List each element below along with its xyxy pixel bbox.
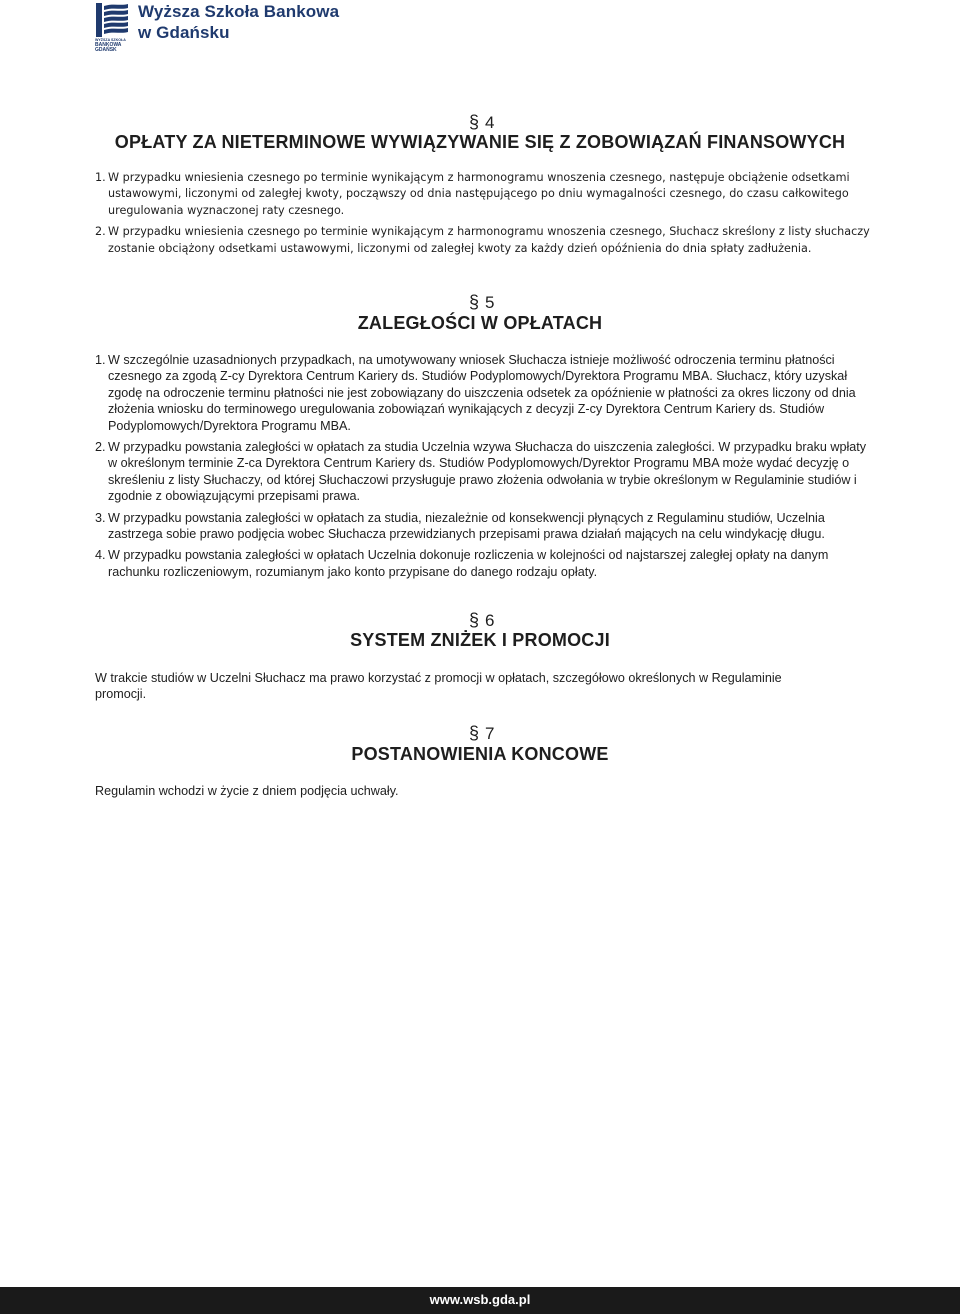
list-item	[95, 510, 870, 543]
section-4-number	[469, 112, 494, 133]
list-item-text: W szczególnie uzasadnionych przypadkach, na umotywowany wniosek Słuchacza istnieje możliwość odroczenia terminu płatności czesnego za zgodą Z-cy Dyrektora Centrum Kariery ds. Studiów Podyplomowych/Dyrektora Programu MBA. Słuchacz, który uzyskał zgodę na odroczenie terminu płatności nie jest zobowiązany do uiszczenia odsetek za opóźnienie w płatności za okres liczony od dnia złożenia wniosku do terminowego uregulowania zobowiązań wynikających z decyzji Z-cy Dyrektora Centrum Kariery ds. Studiów Podyplomowych/Dyrektora Programu MBA.	[108, 353, 856, 433]
page-footer	[0, 1287, 960, 1314]
list-item-text: W przypadku powstania zaległości w opłatach Uczelnia dokonuje rozliczenia w kolejności od najstarszej zaległej opłaty na danym rachunku rozliczeniowym, rozumianym jako konto przypisane do danego rodzaju opłaty.	[108, 548, 829, 579]
section-6-number	[469, 610, 494, 631]
section-4-body	[95, 170, 870, 262]
section-6-title: SYSTEM ZNIŻEK I PROMOCJI	[350, 630, 610, 650]
list-item-text: W przypadku powstania zaległości w opłatach za studia, niezależnie od konsekwencji płynących z Regulaminu studiów, Uczelnia zastrzega sobie prawo podjęcia wobec Słuchacza przewidzianych przepisami prawa działań mających na celu windykację długu.	[108, 510, 825, 542]
section-7-body: Regulamin wchodzi w życie z dniem podjęcia uchwały.	[95, 784, 399, 798]
section-4-title: OPŁATY ZA NIETERMINOWE WYWIĄZYWANIE SIĘ Z ZOBOWIĄZAŃ FINANSOWYCH	[114, 132, 846, 152]
list-item-number: 4.	[95, 548, 106, 563]
section-5-number	[469, 292, 494, 313]
institution-logo	[95, 2, 355, 54]
section-number-value: 7	[485, 724, 495, 743]
logo-mark-line2: BANKOWA	[95, 42, 122, 48]
section-symbol: §	[469, 292, 480, 312]
section-5-title: ZALEGŁOŚCI W OPŁATACH	[357, 313, 603, 333]
list-item	[95, 352, 870, 434]
list-item-text: W przypadku wniesienia czesnego po terminie wynikającym z harmonogramu wnoszenia czesnego, następuje obciążenie odsetkami ustawowymi, liczonymi od zaległej kwoty, począwszy od dnia następującego po dniu wymagalności czesnego, do czasu całkowitego uregulowania wyznaczonej raty czesnego.	[108, 171, 850, 217]
section-number-value: 5	[485, 293, 495, 312]
logo-name-line1: Wyższa Szkoła Bankowa	[138, 2, 340, 21]
logo-mark-line3: GDAŃSK	[95, 47, 117, 52]
list-item-number: 1.	[95, 171, 106, 184]
list-item-text: W przypadku wniesienia czesnego po terminie wynikającym z harmonogramu wnoszenia czesnego, Słuchacz skreślony z listy słuchaczy zostanie obciążony odsetkami ustawowymi, liczonymi od zaległej kwoty za każdy dzień opóźnienia do dnia spłaty zadłużenia.	[108, 225, 870, 255]
list-item-number: 3.	[95, 510, 106, 525]
list-item	[95, 439, 870, 505]
section-number-value: 4	[485, 113, 495, 132]
list-item	[95, 224, 870, 257]
section-symbol: §	[469, 112, 480, 132]
section-5-body	[95, 352, 870, 585]
list-item-text: W przypadku powstania zaległości w opłatach za studia Uczelnia wzywa Słuchacza do uiszczenia zaległości. W przypadku braku wpłaty w określonym terminie Z-ca Dyrektora Centrum Kariery ds. Studiów Podyplomowych/Dyrektor Programu MBA może wydać decyzję o skreśleniu z listy Słuchaczy, od której Słuchaczowi przysługuje prawo złożenia odwołania w trybie określonym w Regulaminie studiów i zgodnie z obowiązującymi przepisami prawa.	[108, 440, 867, 504]
footer-website-link[interactable]: www.wsb.gda.pl	[429, 1292, 531, 1307]
section-number-value: 6	[485, 611, 495, 630]
section-7-number	[469, 723, 494, 744]
list-item-number: 2.	[95, 225, 106, 239]
list-item	[95, 170, 870, 219]
list-item	[95, 547, 870, 580]
list-item-number: 1.	[95, 353, 106, 367]
section-6-body: W trakcie studiów w Uczelni Słuchacz ma prawo korzystać z promocji w opłatach, szczegółowo określonych w Regulaminie promocji.	[95, 671, 782, 702]
logo-name-line2: w Gdańsku	[138, 23, 230, 42]
section-symbol: §	[469, 610, 480, 630]
section-7-title: POSTANOWIENIA KONCOWE	[351, 744, 609, 764]
wsb-logo-mark-icon	[95, 2, 131, 52]
logo-mark-line1: WYŻSZA SZKOŁA	[95, 38, 126, 42]
section-symbol: §	[469, 723, 480, 743]
list-item-number: 2.	[95, 440, 106, 455]
